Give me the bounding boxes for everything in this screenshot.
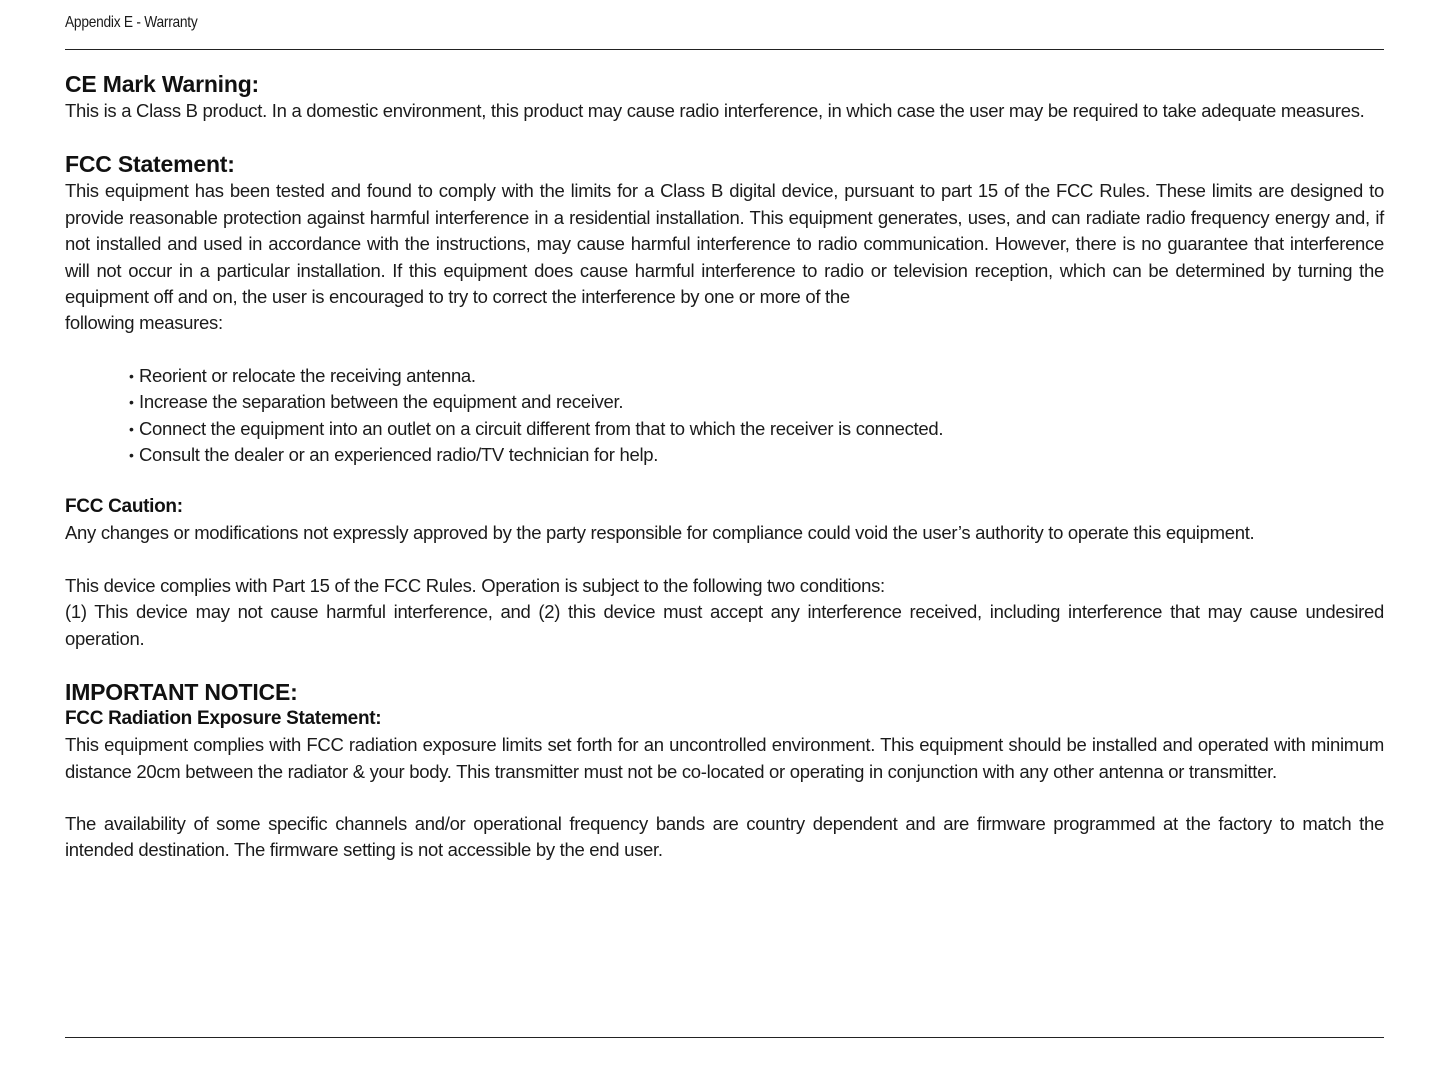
list-item: • Increase the separation between the equipment and receiver. [129, 389, 1384, 415]
footer-divider [65, 1037, 1384, 1038]
fcc-measures-list [65, 363, 1384, 469]
part15-conditions: (1) This device may not cause harmful interference, and (2) this device must accept any interference received, including interference that may cause undesired operation. [65, 601, 1384, 649]
radiation-exposure-body: This equipment complies with FCC radiation exposure limits set forth for an uncontrolled environment. This equipment should be installed and operated with minimum distance 20cm between the radiator & your body. This transmitter must not be co-located or operating in conjunction with any other antenna or transmitter. [65, 734, 1384, 782]
fcc-statement-heading: FCC Statement: [65, 151, 235, 178]
page-content [65, 70, 1384, 864]
fcc-caution-body: Any changes or modifications not expressly approved by the party responsible for compliance could void the user’s authority to operate this equipment. [65, 522, 1255, 544]
part15-compliance-line: This device complies with Part 15 of the FCC Rules. Operation is subject to the following two conditions: [65, 574, 885, 596]
radiation-exposure-heading: FCC Radiation Exposure Statement: [65, 708, 382, 730]
ce-mark-body: This is a Class B product. In a domestic environment, this product may cause radio interference, in which case the user may be required to take adequate measures. [65, 100, 1365, 121]
list-item: • Consult the dealer or an experienced radio/TV technician for help. [129, 442, 1384, 468]
fcc-caution-heading: FCC Caution: [65, 496, 183, 518]
running-header: Appendix E - Warranty [65, 14, 198, 31]
list-item: • Connect the equipment into an outlet on a circuit different from that to which the receiver is connected. [129, 416, 1384, 442]
important-notice-heading: IMPORTANT NOTICE: [65, 679, 298, 706]
fcc-statement-body-tail: following measures: [65, 312, 223, 334]
header-divider [65, 49, 1384, 50]
list-item: • Reorient or relocate the receiving antenna. [129, 363, 1384, 389]
channel-availability-body: The availability of some specific channels and/or operational frequency bands are country dependent and are firmware programmed at the factory to match the intended destination. The firmware setting is not accessible by the end user. [65, 812, 1384, 861]
ce-mark-heading: CE Mark Warning: [65, 71, 260, 97]
fcc-statement-body: This equipment has been tested and found to comply with the limits for a Class B digital device, pursuant to part 15 of the FCC Rules. These limits are designed to provide reasonable protection against harmful interference in a residential installation. This equipment generates, uses, and can radiate radio frequency energy and, if not installed and used in accordance with the instructions, may cause harmful interference to radio communication. However, there is no guarantee that interference will not occur in a particular installation. If this equipment does cause harmful interference to radio or television reception, which can be determined by turning the equipment off and on, the user is encouraged to try to correct the interference by one or more of the [65, 180, 1384, 308]
